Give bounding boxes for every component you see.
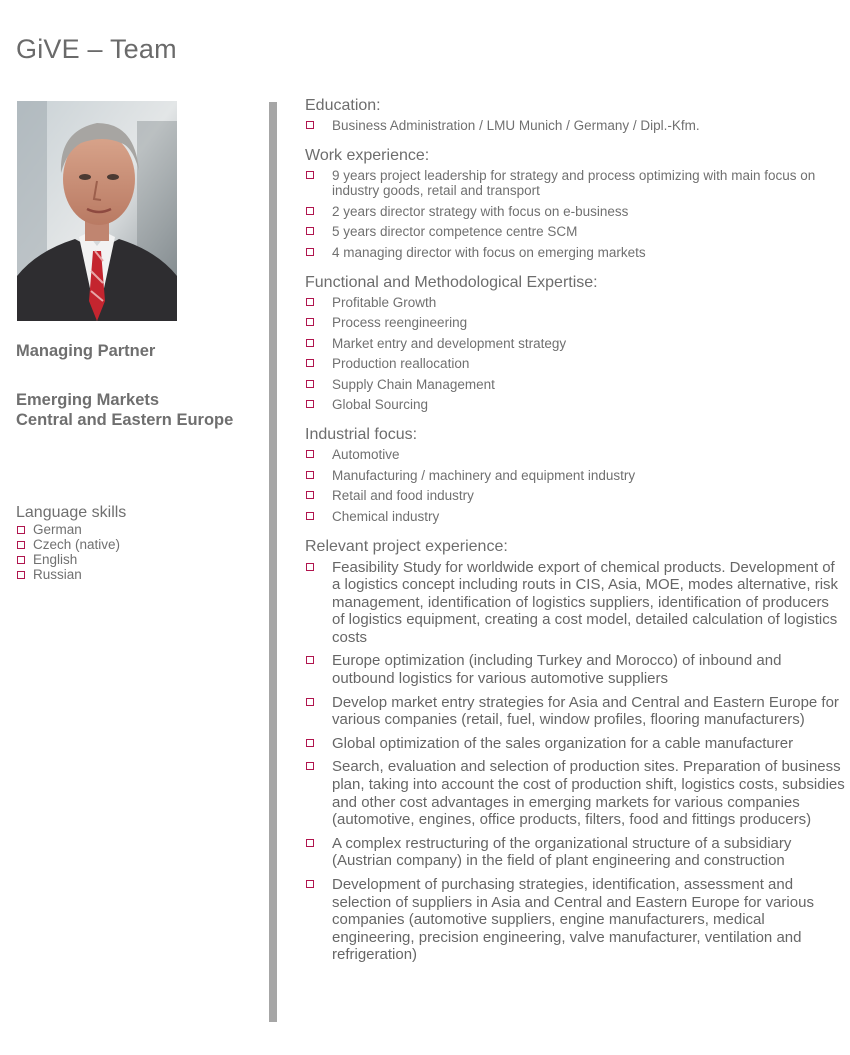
industrial-focus-section xyxy=(305,425,845,524)
square-bullet-icon xyxy=(17,526,25,534)
square-bullet-icon xyxy=(306,298,314,306)
list-item: Market entry and development strategy xyxy=(305,336,845,351)
list-item: 5 years director competence centre SCM xyxy=(305,224,845,239)
square-bullet-icon xyxy=(306,248,314,256)
square-bullet-icon xyxy=(306,121,314,129)
list-item: Production reallocation xyxy=(305,356,845,371)
list-item: Automotive xyxy=(305,447,845,462)
square-bullet-icon xyxy=(306,380,314,388)
language-item: Russian xyxy=(16,567,126,582)
section-title: Education: xyxy=(305,97,381,114)
work-list xyxy=(305,168,845,260)
square-bullet-icon xyxy=(306,171,314,179)
list-item: Development of purchasing strategies, identification, assessment and selection of suppliers in Asia and Central and Eastern Europe for various companies (automotive suppliers, engine manufacturers, medical engineering, precision engineering, valve manufacturer, ventilation and refrigeration) xyxy=(305,876,845,964)
square-bullet-icon xyxy=(306,698,314,706)
section-title: Relevant project experience: xyxy=(305,537,508,555)
vertical-divider xyxy=(269,102,277,1022)
list-item: Develop market entry strategies for Asia and Central and Eastern Europe for various companies (retail, fuel, window profiles, flooring manufacturers) xyxy=(305,694,845,729)
square-bullet-icon xyxy=(306,450,314,458)
square-bullet-icon xyxy=(306,739,314,747)
list-item: Profitable Growth xyxy=(305,295,845,310)
role-title: Managing Partner xyxy=(16,342,156,360)
language-skills xyxy=(16,503,126,582)
education-section xyxy=(305,96,845,133)
portrait-photo xyxy=(17,101,177,321)
list-item: Search, evaluation and selection of production sites. Preparation of business plan, taking into account the cost of production shift, logistics costs, subsidies and other cost advantages in emerging markets for various companies (automotive, engines, office products, filters, food and fittings producers) xyxy=(305,758,845,828)
section-title: Work experience: xyxy=(305,147,430,164)
list-item: A complex restructuring of the organizational structure of a subsidiary (Austrian company) in the field of plant engineering and construction xyxy=(305,835,845,870)
square-bullet-icon xyxy=(306,839,314,847)
square-bullet-icon xyxy=(306,471,314,479)
square-bullet-icon xyxy=(306,400,314,408)
square-bullet-icon xyxy=(306,318,314,326)
list-item: Global optimization of the sales organization for a cable manufacturer xyxy=(305,735,845,753)
list-item: 4 managing director with focus on emerging markets xyxy=(305,245,845,260)
expertise-list xyxy=(305,295,845,413)
square-bullet-icon xyxy=(17,556,25,564)
square-bullet-icon xyxy=(306,207,314,215)
square-bullet-icon xyxy=(306,512,314,520)
list-item: Retail and food industry xyxy=(305,488,845,503)
focus-area xyxy=(16,390,233,430)
square-bullet-icon xyxy=(306,227,314,235)
square-bullet-icon xyxy=(306,563,314,571)
language-list xyxy=(16,522,126,582)
list-item: 2 years director strategy with focus on e-business xyxy=(305,204,845,219)
focus-area-line1: Emerging Markets xyxy=(16,391,160,409)
list-item: Business Administration / LMU Munich / Germany / Dipl.-Kfm. xyxy=(305,118,845,133)
list-item: Process reengineering xyxy=(305,315,845,330)
project-list xyxy=(305,559,845,964)
list-item: Manufacturing / machinery and equipment industry xyxy=(305,468,845,483)
list-item: Chemical industry xyxy=(305,509,845,524)
square-bullet-icon xyxy=(306,491,314,499)
page-title: GiVE – Team xyxy=(16,34,177,64)
list-item: Feasibility Study for worldwide export of chemical products. Development of a logistics concept including routs in CIS, Asia, MOE, modes alternative, risk management, identification of logistics suppliers, identification of producers of logistics equipment, creating a cost model, detailed calculation of logistics costs xyxy=(305,559,845,647)
focus-area-line2: Central and Eastern Europe xyxy=(16,411,234,429)
list-item: Europe optimization (including Turkey and Morocco) of inbound and outbound logistics for various automotive suppliers xyxy=(305,652,845,687)
expertise-section xyxy=(305,273,845,413)
project-experience-section xyxy=(305,537,845,964)
section-title: Industrial focus: xyxy=(305,426,418,443)
list-item: 9 years project leadership for strategy and process optimizing with main focus on industry goods, retail and transport xyxy=(305,168,845,198)
language-item: Czech (native) xyxy=(16,537,126,552)
list-item: Global Sourcing xyxy=(305,397,845,412)
square-bullet-icon xyxy=(306,339,314,347)
square-bullet-icon xyxy=(17,541,25,549)
list-item: Supply Chain Management xyxy=(305,377,845,392)
square-bullet-icon xyxy=(306,359,314,367)
language-item: German xyxy=(16,522,126,537)
square-bullet-icon xyxy=(17,571,25,579)
language-skills-title: Language skills xyxy=(16,504,127,521)
education-list xyxy=(305,118,845,133)
language-item: English xyxy=(16,552,126,567)
work-experience-section xyxy=(305,146,845,260)
profile-content xyxy=(305,96,845,977)
square-bullet-icon xyxy=(306,762,314,770)
industrial-list xyxy=(305,447,845,524)
section-title: Functional and Methodological Expertise: xyxy=(305,273,598,291)
square-bullet-icon xyxy=(306,880,314,888)
square-bullet-icon xyxy=(306,656,314,664)
